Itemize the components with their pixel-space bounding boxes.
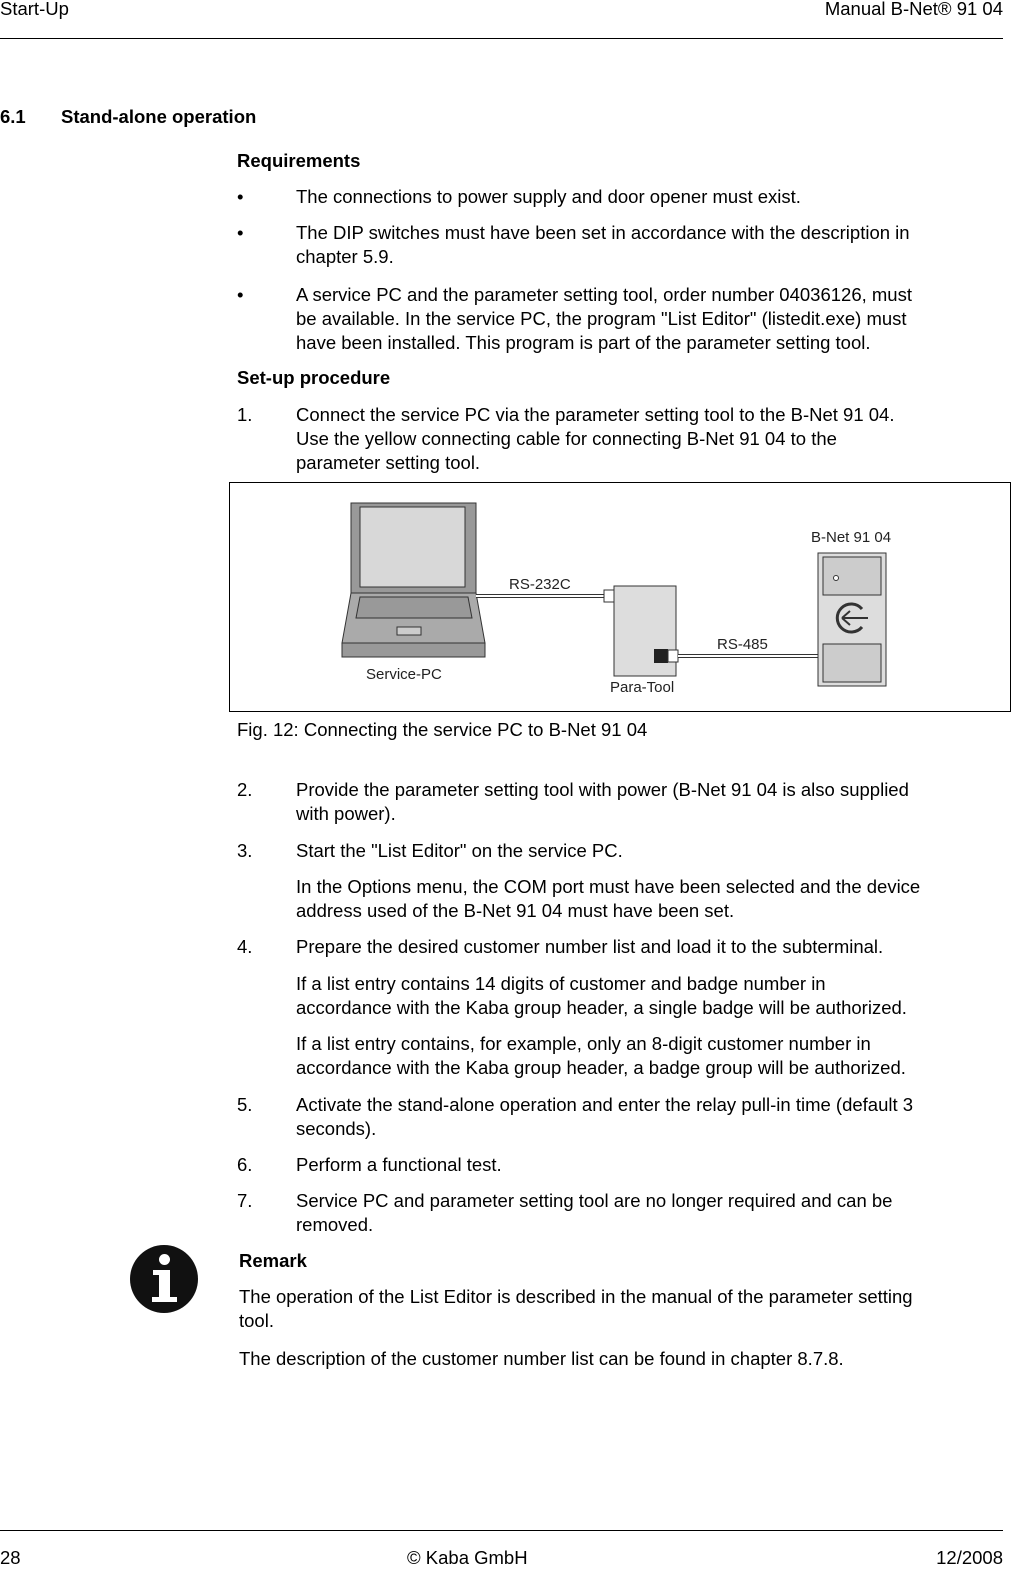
step-note: accordance with the Kaba group header, a badge group will be authorized.	[296, 1057, 906, 1078]
step-number: 6.	[237, 1154, 253, 1175]
step-text: Use the yellow connecting cable for connecting B-Net 91 04 to the	[296, 428, 837, 449]
para-tool-label: Para-Tool	[610, 679, 675, 696]
step-text: removed.	[296, 1214, 374, 1235]
remark-text: tool.	[239, 1310, 274, 1331]
step-number: 2.	[237, 779, 253, 800]
requirement-text: be available. In the service PC, the program "List Editor" (listedit.exe) must	[296, 308, 907, 329]
step-number: 1.	[237, 404, 253, 425]
bullet-marker: •	[237, 186, 244, 207]
bnet-label: B-Net 91 04	[811, 529, 892, 546]
header-rule	[0, 38, 1003, 39]
section-title: Stand-alone operation	[61, 106, 257, 127]
step-text: Provide the parameter setting tool with power (B-Net 91 04 is also supplied	[296, 779, 909, 800]
step-text: Perform a functional test.	[296, 1154, 502, 1175]
step-text: Start the "List Editor" on the service PC.	[296, 840, 623, 861]
step-text: Service PC and parameter setting tool are no longer required and can be	[296, 1190, 893, 1211]
step-text: Prepare the desired customer number list and load it to the subterminal.	[296, 936, 884, 957]
service-pc-label: Service-PC	[366, 666, 442, 683]
footer-rule	[0, 1530, 1003, 1531]
step-note: In the Options menu, the COM port must have been selected and the device	[296, 876, 921, 897]
footer-page: 28	[0, 1547, 21, 1568]
figure-caption: Fig. 12: Connecting the service PC to B-Net 91 04	[237, 719, 648, 740]
requirement-text: The DIP switches must have been set in accordance with the description in	[296, 222, 910, 243]
step-note: If a list entry contains 14 digits of customer and badge number in	[296, 973, 826, 994]
step-text: seconds).	[296, 1118, 377, 1139]
laptop-icon	[342, 503, 485, 657]
step-number: 3.	[237, 840, 253, 861]
step-note: If a list entry contains, for example, only an 8-digit customer number in	[296, 1033, 871, 1054]
footer-copyright: © Kaba GmbH	[407, 1547, 528, 1568]
rs232-connector	[604, 590, 614, 602]
remark-text: The operation of the List Editor is described in the manual of the parameter setting	[239, 1286, 913, 1307]
requirement-text: chapter 5.9.	[296, 246, 394, 267]
remark-heading: Remark	[239, 1250, 307, 1271]
rs232-label: RS-232C	[509, 576, 571, 593]
step-number: 4.	[237, 936, 253, 957]
requirement-text: The connections to power supply and door opener must exist.	[296, 186, 801, 207]
rs485-label: RS-485	[717, 636, 768, 653]
step-text: parameter setting tool.	[296, 452, 481, 473]
footer-date: 12/2008	[936, 1547, 1003, 1568]
step-text: Activate the stand-alone operation and enter the relay pull-in time (default 3	[296, 1094, 914, 1115]
info-icon	[130, 1245, 198, 1313]
remark-text: The description of the customer number list can be found in chapter 8.7.8.	[239, 1348, 844, 1369]
setup-heading: Set-up procedure	[237, 367, 391, 388]
connection-diagram	[230, 483, 1010, 711]
step-number: 5.	[237, 1094, 253, 1115]
step-text: Connect the service PC via the parameter setting tool to the B-Net 91 04.	[296, 404, 895, 425]
requirement-text: have been installed. This program is part of the parameter setting tool.	[296, 332, 871, 353]
connection-figure	[229, 482, 1011, 712]
bullet-marker: •	[237, 284, 244, 305]
bullet-marker: •	[237, 222, 244, 243]
step-text: with power).	[296, 803, 396, 824]
header-right: Manual B-Net® 91 04	[824, 0, 1003, 19]
requirements-heading: Requirements	[237, 150, 361, 171]
rs485-port	[654, 649, 668, 663]
step-number: 7.	[237, 1190, 253, 1211]
section-number: 6.1	[0, 106, 26, 127]
header-left: Start-Up	[0, 0, 69, 19]
requirement-text: A service PC and the parameter setting tool, order number 04036126, must	[296, 284, 912, 305]
bnet-device-icon	[818, 553, 886, 686]
step-note: address used of the B-Net 91 04 must have been set.	[296, 900, 735, 921]
step-note: accordance with the Kaba group header, a single badge will be authorized.	[296, 997, 907, 1018]
